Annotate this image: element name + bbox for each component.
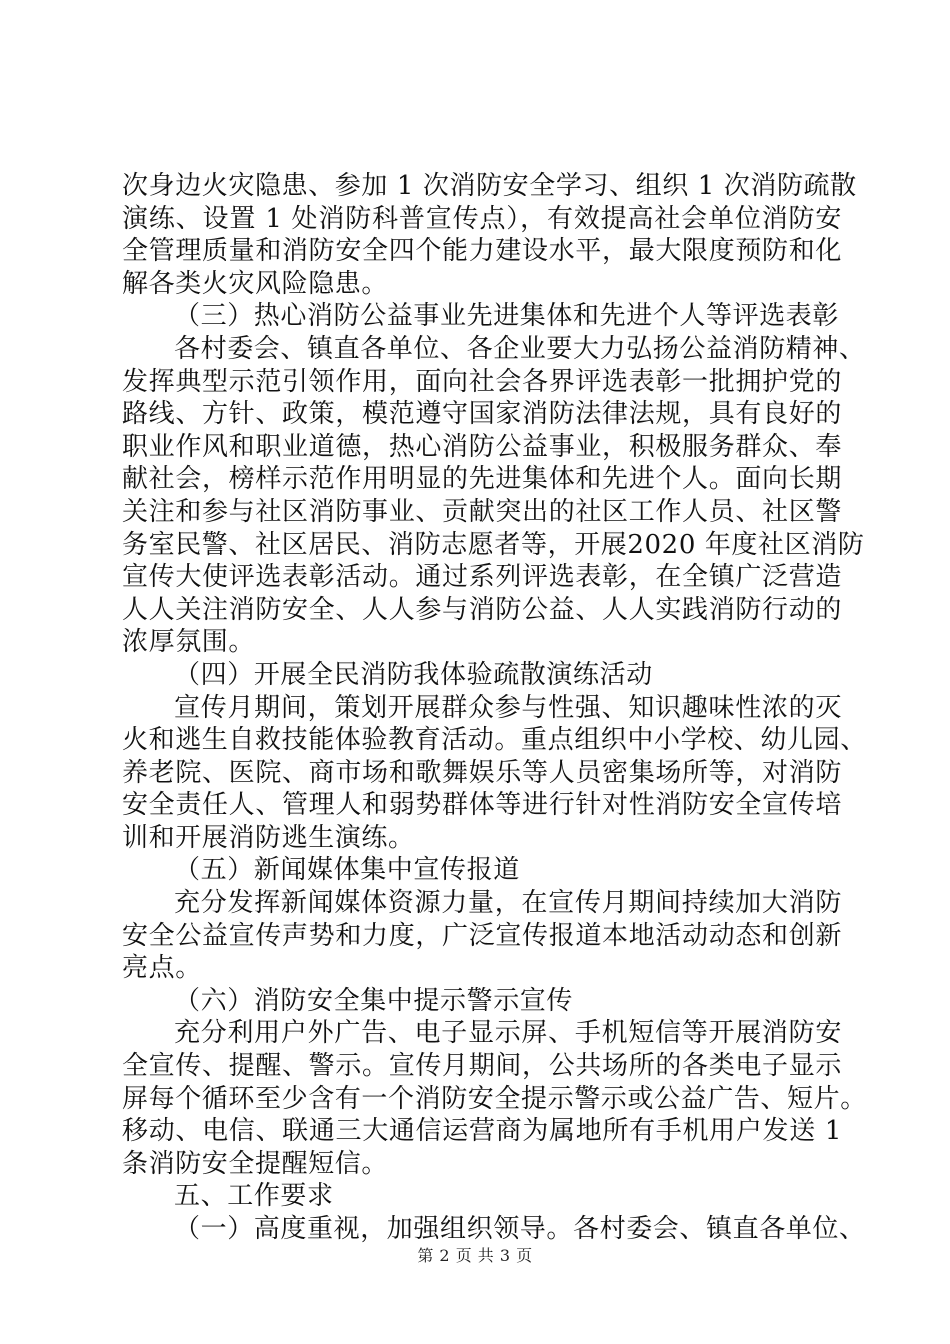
text-line: 献社会，榜样示范作用明显的先进集体和先进个人。面向长期 xyxy=(122,464,842,495)
text-line: 宣传大使评选表彰活动。通过系列评选表彰，在全镇广泛营造 xyxy=(122,562,842,593)
section-heading: （六）消防安全集中提示警示宣传 xyxy=(174,985,574,1016)
section-heading: 五、工作要求 xyxy=(174,1181,334,1212)
text-line: 发挥典型示范引领作用，面向社会各界评选表彰一批拥护党的 xyxy=(122,366,842,397)
text-line: 浓厚氛围。 xyxy=(122,627,256,658)
section-heading: （三）热心消防公益事业先进集体和先进个人等评选表彰 xyxy=(174,301,840,332)
text-line: 全宣传、提醒、警示。宣传月期间，公共场所的各类电子显示 xyxy=(122,1051,842,1082)
text-line: 移动、电信、联通三大通信运营商为属地所有手机用户发送 1 xyxy=(122,1116,842,1147)
text-line: 职业作风和职业道德，热心消防公益事业，积极服务群众、奉 xyxy=(122,431,842,462)
text-line: 养老院、医院、商市场和歌舞娱乐等人员密集场所等，对消防 xyxy=(122,757,842,788)
text-line: 充分利用户外广告、电子显示屏、手机短信等开展消防安 xyxy=(174,1018,842,1049)
text-line: 亮点。 xyxy=(122,953,202,984)
text-line: 充分发挥新闻媒体资源力量，在宣传月期间持续加大消防 xyxy=(174,888,842,919)
text-line: 宣传月期间，策划开展群众参与性强、知识趣味性浓的灭 xyxy=(174,692,842,723)
text-line: 各村委会、镇直各单位、各企业要大力弘扬公益消防精神、 xyxy=(174,333,866,364)
text-line: （一）高度重视，加强组织领导。各村委会、镇直各单位、 xyxy=(174,1214,866,1244)
text-line: 次身边火灾隐患、参加 1 次消防安全学习、组织 1 次消防疏散 xyxy=(122,171,857,201)
text-line: 务室民警、社区居民、消防志愿者等，开展2020 年度社区消防 xyxy=(122,529,865,560)
text-line: 训和开展消防逃生演练。 xyxy=(122,822,415,853)
text-line: 演练、设置 1 处消防科普宣传点），有效提高社会单位消防安 xyxy=(122,203,842,234)
section-heading: （五）新闻媒体集中宣传报道 xyxy=(174,855,520,886)
document-body xyxy=(122,170,867,1246)
section-heading: （四）开展全民消防我体验疏散演练活动 xyxy=(174,659,653,690)
text-line: 路线、方针、政策，模范遵守国家消防法律法规，具有良好的 xyxy=(122,399,842,430)
text-line: 屏每个循环至少含有一个消防安全提示警示或公益广告、短片。 xyxy=(122,1083,867,1114)
text-line: 条消防安全提醒短信。 xyxy=(122,1148,389,1179)
text-line: 安全公益宣传声势和力度，广泛宣传报道本地活动动态和创新 xyxy=(122,920,842,951)
text-line: 解各类火灾风险隐患。 xyxy=(122,268,389,299)
text-line: 人人关注消防安全、人人参与消防公益、人人实践消防行动的 xyxy=(122,594,842,625)
text-line: 安全责任人、管理人和弱势群体等进行针对性消防安全宣传培 xyxy=(122,790,842,821)
page-number-footer: 第 2 页 共 3 页 xyxy=(417,1246,533,1265)
text-line: 火和逃生自救技能体验教育活动。重点组织中小学校、幼儿园、 xyxy=(122,725,867,756)
text-line: 全管理质量和消防安全四个能力建设水平，最大限度预防和化 xyxy=(122,236,842,267)
text-line: 关注和参与社区消防事业、贡献突出的社区工作人员、社区警 xyxy=(122,496,842,527)
